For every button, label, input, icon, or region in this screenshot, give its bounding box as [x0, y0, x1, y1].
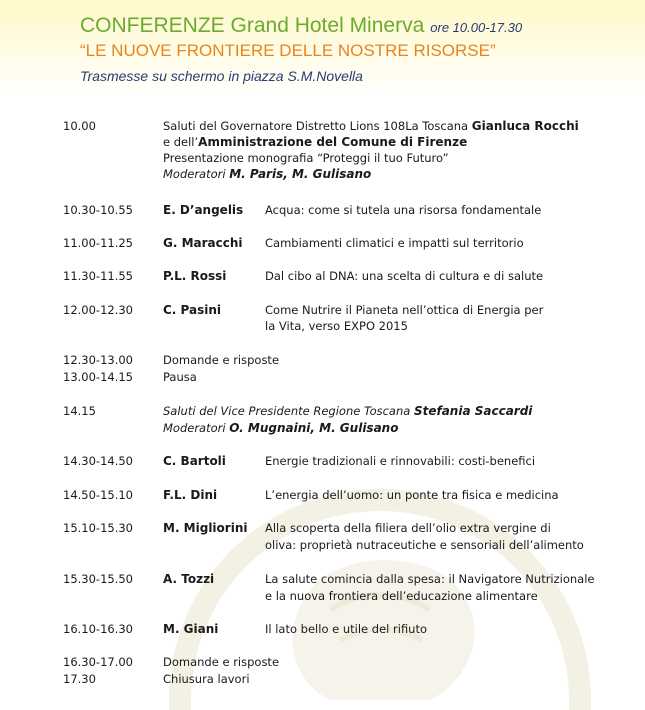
afternoon-time: 14.15 — [63, 404, 96, 418]
talk-time: 10.30-10.55 — [63, 203, 133, 217]
talk-speaker: C. Pasini — [163, 303, 222, 317]
talk-speaker: M. Migliorini — [163, 521, 248, 535]
opening-greeting — [163, 118, 579, 134]
talk-time: 11.00-11.25 — [63, 236, 133, 250]
moderators-names: O. Mugnaini, M. Gulisano — [229, 421, 399, 435]
moderators-names: M. Paris, M. Gulisano — [229, 167, 372, 181]
talk-time: 14.50-15.10 — [63, 488, 133, 502]
talk-topic: Cambiamenti climatici e impatti sul territorio — [265, 236, 524, 250]
talk-speaker: E. D’angelis — [163, 203, 244, 217]
talk-topic: L’energia dell’uomo: un ponte tra fisica e medicina — [265, 488, 559, 502]
event-hours: ore 10.00-17.30 — [430, 20, 523, 35]
opening-moderators — [163, 166, 371, 182]
event-subtitle: “LE NUOVE FRONTIERE DELLE NOSTRE RISORSE” — [80, 41, 496, 60]
talk-time: 11.30-11.55 — [63, 269, 133, 283]
talk-time: 15.30-15.50 — [63, 572, 133, 586]
session-time: 17.30 — [63, 672, 96, 686]
session-time: 16.30-17.00 — [63, 655, 133, 669]
talk-topic: Acqua: come si tutela una risorsa fondamentale — [265, 203, 542, 217]
session-label: Chiusura lavori — [163, 672, 250, 686]
title-line — [80, 14, 522, 38]
session-time: 13.00-14.15 — [63, 370, 133, 384]
talk-speaker: A. Tozzi — [163, 572, 215, 586]
governor-name: Gianluca Rocchi — [471, 119, 579, 133]
talk-time: 15.10-15.30 — [63, 521, 133, 535]
administration-name: Amministrazione del Comune di Firenze — [198, 135, 468, 149]
talk-speaker: F.L. Dini — [163, 488, 218, 502]
talk-topic-continued: oliva: proprietà nutraceutiche e sensoriali dell’alimento — [265, 538, 584, 552]
talk-topic: La salute comincia dalla spesa: il Navigatore Nutrizionale — [265, 572, 595, 586]
opening-administration — [163, 134, 467, 150]
afternoon-greeting-text: Saluti del Vice Presidente Regione Toscana — [163, 404, 414, 418]
vice-president-name: Stefania Saccardi — [413, 404, 533, 418]
session-label: Pausa — [163, 370, 197, 384]
talk-topic: Dal cibo al DNA: una scelta di cultura e di salute — [265, 269, 544, 283]
session-label: Domande e risposte — [163, 353, 280, 367]
talk-topic: Energie tradizionali e rinnovabili: costi-benefici — [265, 454, 536, 468]
talk-speaker: C. Bartoli — [163, 454, 226, 468]
page-title: CONFERENZE Grand Hotel Minerva — [80, 14, 425, 37]
talk-topic: Il lato bello e utile del rifiuto — [265, 622, 428, 636]
talk-topic: Come Nutrire il Pianeta nell’ottica di Energia per — [265, 303, 544, 317]
afternoon-greeting — [163, 403, 532, 419]
talk-topic-continued: la Vita, verso EXPO 2015 — [265, 319, 408, 333]
talk-topic-continued: e la nuova frontiera dell’educazione alimentare — [265, 589, 538, 603]
talk-speaker: G. Maracchi — [163, 236, 243, 250]
talk-topic: Alla scoperta della filiera dell’olio extra vergine di — [265, 521, 551, 535]
opening-presentation: Presentazione monografia “Proteggi il tuo Futuro” — [163, 151, 449, 165]
opening-time: 10.00 — [63, 119, 96, 133]
afternoon-moderators — [163, 420, 398, 436]
talk-speaker: P.L. Rossi — [163, 269, 227, 283]
talk-time: 16.10-16.30 — [63, 622, 133, 636]
moderators-label: Moderatori — [163, 167, 230, 181]
talk-time: 14.30-14.50 — [63, 454, 133, 468]
opening-greeting-text: Saluti del Governatore Distretto Lions 108La Toscana — [163, 119, 472, 133]
talk-time: 12.00-12.30 — [63, 303, 133, 317]
session-label: Domande e risposte — [163, 655, 280, 669]
administration-prefix: e dell’ — [163, 135, 199, 149]
moderators-label: Moderatori — [163, 421, 230, 435]
header-band — [0, 0, 645, 100]
session-time: 12.30-13.00 — [63, 353, 133, 367]
broadcast-note: Trasmesse su schermo in piazza S.M.Novella — [80, 68, 363, 84]
talk-speaker: M. Giani — [163, 622, 219, 636]
